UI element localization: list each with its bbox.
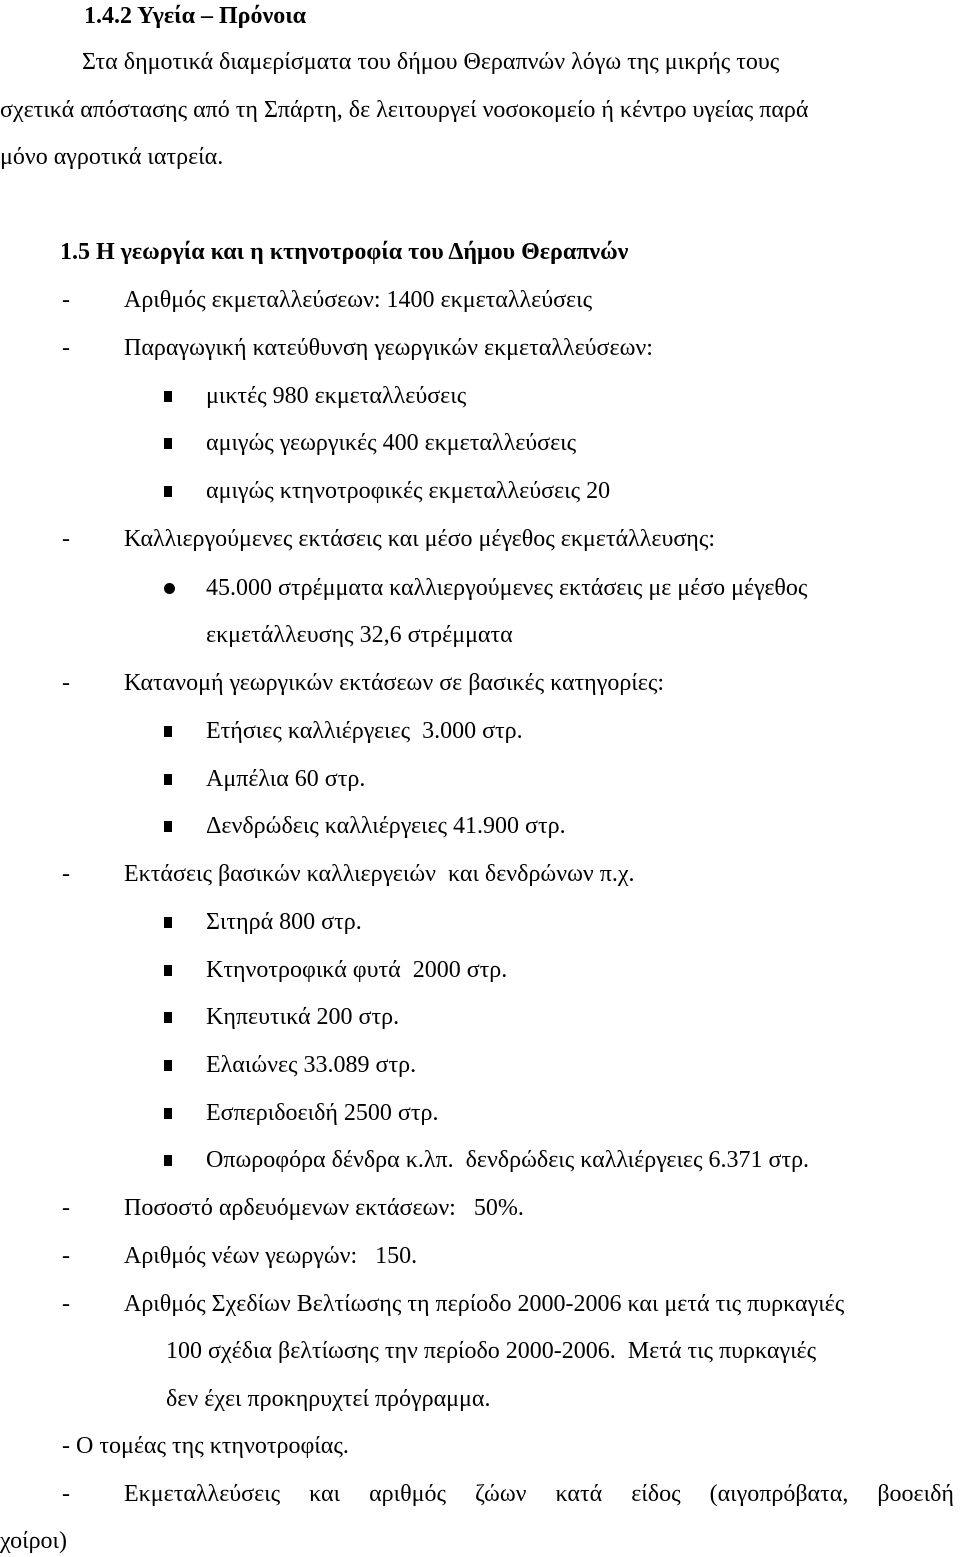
cultivated-areas: Καλλιεργούμενες εκτάσεις και μέσο μέγεθος εκμετάλλευσης: (124, 526, 715, 552)
livestock-sector: - Ο τομέας της κτηνοτροφίας. (62, 1433, 349, 1459)
livestock-word: Εκμεταλλεύσεις (124, 1481, 281, 1507)
livestock-word: είδος (631, 1481, 681, 1507)
crop-item: Οπωροφόρα δένδρα κ.λπ. δενδρώδεις καλλιέργειες 6.371 στρ. (206, 1147, 810, 1173)
dash-marker: - (62, 1291, 70, 1317)
square-bullet-icon (164, 391, 172, 402)
dash-marker: - (62, 1195, 70, 1221)
square-bullet-icon (164, 1012, 172, 1023)
crop-item: Κηπευτικά 200 στρ. (206, 1004, 400, 1030)
production-direction: Παραγωγική κατεύθυνση γεωργικών εκμεταλλεύσεων: (124, 335, 653, 361)
cultivated-detail: εκμετάλλευσης 32,6 στρέμματα (206, 622, 513, 648)
health-paragraph-line: σχετικά απόστασης από τη Σπάρτη, δε λειτουργεί νοσοκομείο ή κέντρο υγείας παρά (0, 97, 809, 123)
livestock-farms-end: χοίροι) (0, 1528, 68, 1554)
crop-item: Κτηνοτροφικά φυτά 2000 στρ. (206, 957, 508, 983)
dash-marker: - (62, 1243, 70, 1269)
section-heading-health: 1.4.2 Υγεία – Πρόνοια (84, 3, 307, 29)
distribution-item: Αμπέλια 60 στρ. (206, 766, 366, 792)
livestock-word: (αιγοπρόβατα, (709, 1481, 849, 1507)
improvement-detail: 100 σχέδια βελτίωσης την περίοδο 2000-2006. Μετά τις πυρκαγιές (166, 1338, 817, 1364)
dash-marker: - (62, 861, 70, 887)
square-bullet-icon (164, 965, 172, 976)
square-bullet-icon (164, 486, 172, 497)
square-bullet-icon (164, 821, 172, 832)
improvement-detail: δεν έχει προκηρυχτεί πρόγραμμα. (166, 1386, 491, 1412)
dash-marker: - (62, 670, 70, 696)
distribution: Κατανομή γεωργικών εκτάσεων σε βασικές κατηγορίες: (124, 670, 665, 696)
square-bullet-icon (164, 1108, 172, 1119)
production-item: αμιγώς κτηνοτροφικές εκμεταλλεύσεις 20 (206, 478, 611, 504)
distribution-item: Ετήσιες καλλιέργειες 3.000 στρ. (206, 718, 523, 744)
health-paragraph-line: μόνο αγροτικά ιατρεία. (0, 144, 224, 170)
livestock-word: βοοειδή (877, 1481, 954, 1507)
production-item: μικτές 980 εκμεταλλεύσεις (206, 383, 467, 409)
farms-count: Αριθμός εκμεταλλεύσεων: 1400 εκμεταλλεύσεις (124, 287, 593, 313)
dash-marker: - (62, 287, 70, 313)
main-crops: Εκτάσεις βασικών καλλιεργειών και δενδρώνων π.χ. (124, 861, 635, 887)
round-bullet-icon (164, 583, 175, 594)
crop-item: Εσπεριδοειδή 2500 στρ. (206, 1100, 439, 1126)
livestock-word: κατά (555, 1481, 603, 1507)
irrigated-percentage: Ποσοστό αρδευόμενων εκτάσεων: 50%. (124, 1195, 524, 1221)
section-heading-agriculture: 1.5 Η γεωργία και η κτηνοτροφία του Δήμου Θεραπνών (60, 239, 629, 265)
distribution-item: Δενδρώδεις καλλιέργειες 41.900 στρ. (206, 813, 566, 839)
young-farmers: Αριθμός νέων γεωργών: 150. (124, 1243, 418, 1269)
health-paragraph-line: Στα δημοτικά διαμερίσματα του δήμου Θεραπνών λόγω της μικρής τους (82, 49, 780, 75)
production-item: αμιγώς γεωργικές 400 εκμεταλλεύσεις (206, 430, 577, 456)
square-bullet-icon (164, 438, 172, 449)
cultivated-detail: 45.000 στρέμματα καλλιεργούμενες εκτάσεις με μέσο μέγεθος (206, 575, 808, 601)
dash-marker: - (62, 335, 70, 361)
crop-item: Ελαιώνες 33.089 στρ. (206, 1052, 417, 1078)
square-bullet-icon (164, 1155, 172, 1166)
livestock-word: και (309, 1481, 341, 1507)
livestock-word: αριθμός (369, 1481, 446, 1507)
dash-marker: - (62, 1481, 70, 1507)
square-bullet-icon (164, 774, 172, 785)
dash-marker: - (62, 526, 70, 552)
crop-item: Σιτηρά 800 στρ. (206, 909, 362, 935)
square-bullet-icon (164, 726, 172, 737)
improvement-plans: Αριθμός Σχεδίων Βελτίωσης τη περίοδο 2000-2006 και μετά τις πυρκαγιές (124, 1291, 845, 1317)
livestock-farms (124, 1480, 954, 1508)
livestock-word: ζώων (474, 1481, 527, 1507)
square-bullet-icon (164, 917, 172, 928)
square-bullet-icon (164, 1060, 172, 1071)
